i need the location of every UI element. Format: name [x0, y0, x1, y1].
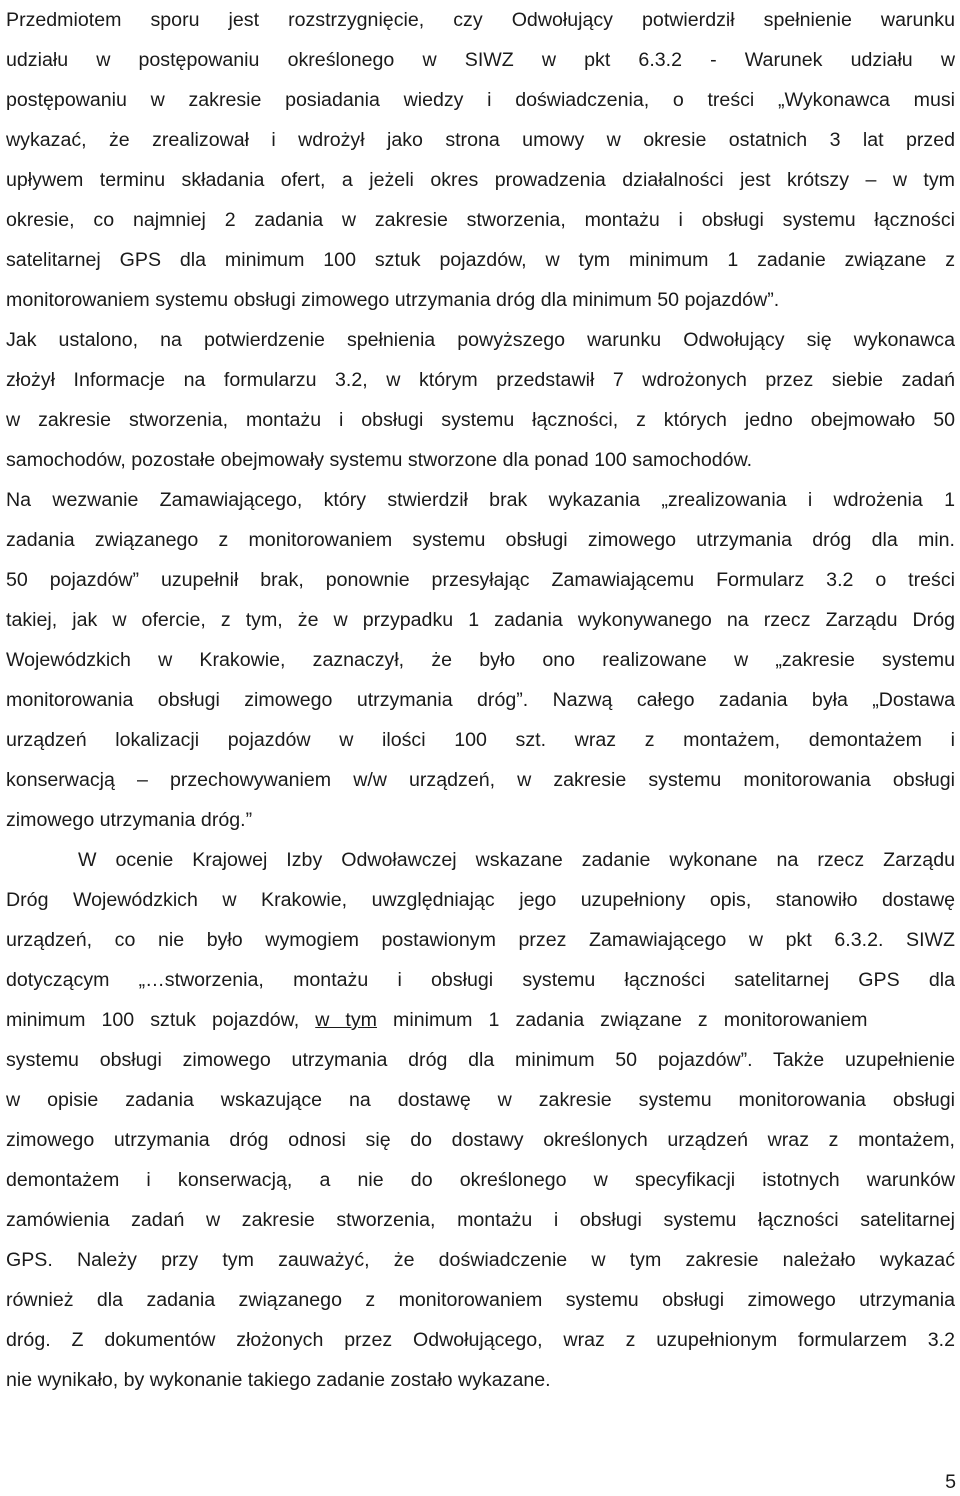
text-line: samochodów, pozostałe obejmowały systemu stworzone dla ponad 100 samochodów.: [6, 449, 753, 471]
text-line: nie wynikało, by wykonanie takiego zadanie zostało wykazane.: [6, 1369, 551, 1391]
text-line: Na wezwanie Zamawiającego, który stwierdził brak wykazania „zrealizowania i wdrożenia 1: [6, 489, 955, 511]
text-line: zimowego utrzymania dróg odnosi się do dostawy określonych urządzeń wraz z montażem,: [6, 1129, 955, 1151]
text-line: zimowego utrzymania dróg.”: [6, 809, 253, 831]
text-line: monitorowania obsługi zimowego utrzymania dróg”. Nazwą całego zadania była „Dostawa: [6, 689, 955, 711]
text-line: udziału w postępowaniu określonego w SIWZ w pkt 6.3.2 - Warunek udziału w: [6, 49, 955, 71]
text-line: Jak ustalono, na potwierdzenie spełnienia powyższego warunku Odwołujący się wykonawca: [6, 329, 955, 351]
text-segment: minimum 1 zadania związane z monitorowaniem: [376, 1009, 868, 1031]
text-line: satelitarnej GPS dla minimum 100 sztuk pojazdów, w tym minimum 1 zadanie związane z: [6, 249, 955, 271]
text-line: urządzeń, co nie było wymogiem postawionym przez Zamawiającego w pkt 6.3.2. SIWZ: [6, 929, 955, 951]
text-line: urządzeń lokalizacji pojazdów w ilości 100 szt. wraz z montażem, demontażem i: [6, 729, 955, 751]
text-line: GPS. Należy przy tym zauważyć, że doświadczenie w tym zakresie należało wykazać: [6, 1249, 955, 1271]
text-line: konserwacją – przechowywaniem w/w urządzeń, w zakresie systemu monitorowania obsługi: [6, 769, 955, 791]
text-line: wykazać, że zrealizował i wdrożył jako strona umowy w okresie ostatnich 3 lat przed: [6, 129, 955, 151]
text-line: systemu obsługi zimowego utrzymania dróg dla minimum 50 pojazdów”. Także uzupełnienie: [6, 1049, 955, 1071]
text-line: W ocenie Krajowej Izby Odwoławczej wskazane zadanie wykonane na rzecz Zarządu: [78, 849, 955, 871]
text-line-with-underline: [6, 1000, 955, 1040]
text-line: upływem terminu składania ofert, a jeżeli okres prowadzenia działalności jest krótszy – w tym: [6, 169, 955, 191]
text-line: również dla zadania związanego z monitorowaniem systemu obsługi zimowego utrzymania: [6, 1289, 955, 1311]
text-line: zadania związanego z monitorowaniem systemu obsługi zimowego utrzymania dróg dla min.: [6, 529, 955, 551]
text-line: złożył Informacje na formularzu 3.2, w którym przedstawił 7 wdrożonych przez siebie zadań: [6, 369, 955, 391]
text-line: dotyczącym „…stworzenia, montażu i obsługi systemu łączności satelitarnej GPS dla: [6, 969, 955, 991]
underlined-text: w tym: [315, 1009, 377, 1031]
text-line: demontażem i konserwacją, a nie do określonego w specyfikacji istotnych warunków: [6, 1169, 955, 1191]
text-line: 50 pojazdów” uzupełnił brak, ponownie przesyłając Zamawiającemu Formularz 3.2 o treści: [6, 569, 955, 591]
text-line: Wojewódzkich w Krakowie, zaznaczył, że było ono realizowane w „zakresie systemu: [6, 649, 955, 671]
text-line: Przedmiotem sporu jest rozstrzygnięcie, czy Odwołujący potwierdził spełnienie warunku: [6, 9, 955, 31]
text-line: postępowaniu w zakresie posiadania wiedzy i doświadczenia, o treści „Wykonawca musi: [6, 89, 955, 111]
text-line: monitorowaniem systemu obsługi zimowego utrzymania dróg dla minimum 50 pojazdów”.: [6, 289, 780, 311]
text-line: w opisie zadania wskazujące na dostawę w zakresie systemu monitorowania obsługi: [6, 1089, 955, 1111]
page-number: 5: [945, 1471, 956, 1493]
text-segment: minimum 100 sztuk pojazdów,: [6, 1009, 316, 1031]
text-line: zamówienia zadań w zakresie stworzenia, montażu i obsługi systemu łączności satelitarnej: [6, 1209, 955, 1231]
text-line: Dróg Wojewódzkich w Krakowie, uwzględniając jego uzupełniony opis, stanowiło dostawę: [6, 889, 955, 911]
text-line: okresie, co najmniej 2 zadania w zakresie stworzenia, montażu i obsługi systemu łączności: [6, 209, 955, 231]
text-line: takiej, jak w ofercie, z tym, że w przypadku 1 zadania wykonywanego na rzecz Zarządu Dróg: [6, 609, 955, 631]
text-line: dróg. Z dokumentów złożonych przez Odwołującego, wraz z uzupełnionym formularzem 3.2: [6, 1329, 955, 1351]
text-line: w zakresie stworzenia, montażu i obsługi systemu łączności, z których jedno obejmowało 50: [6, 409, 955, 431]
